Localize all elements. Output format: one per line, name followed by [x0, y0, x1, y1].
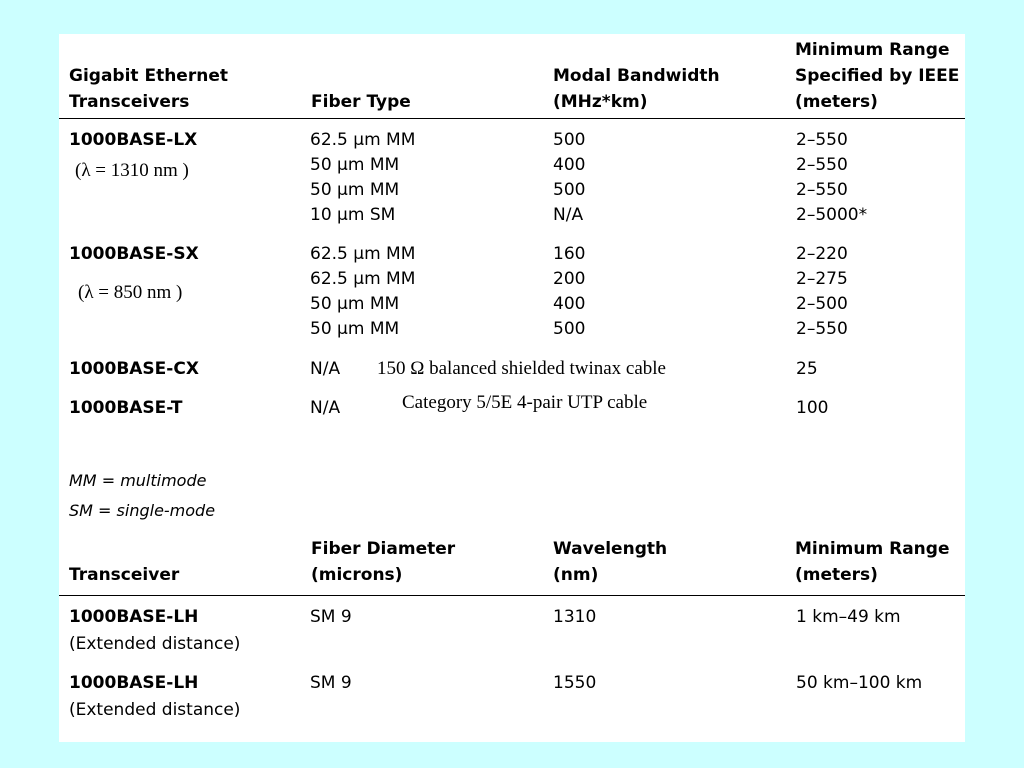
- t1-sx-name: 1000BASE-SX: [69, 244, 199, 264]
- t1-t-range: 100: [796, 398, 829, 418]
- t1-header-modal-bandwidth: [553, 63, 720, 115]
- fiber-cell: 62.5 µm MM: [310, 244, 416, 264]
- t1-header-line: (MHz*km): [553, 92, 648, 112]
- t2-header-wavelength: [553, 536, 667, 588]
- t1-header-line: Modal Bandwidth: [553, 66, 720, 86]
- t2-row-sub: (Extended distance): [69, 634, 241, 654]
- bandwidth-cell: 160: [553, 244, 586, 264]
- bandwidth-cell: 400: [553, 294, 586, 314]
- range-cell: 2–550: [796, 155, 848, 175]
- range-cell: 2–550: [796, 130, 848, 150]
- bandwidth-cell: 500: [553, 319, 586, 339]
- bandwidth-cell: N/A: [553, 205, 584, 225]
- t2-row-name: 1000BASE-LH: [69, 673, 199, 693]
- t2-row-sub: (Extended distance): [69, 700, 241, 720]
- t1-header-line: Specified by IEEE: [795, 66, 960, 86]
- legend-multimode: MM = multimode: [69, 471, 207, 490]
- fiber-cell: 62.5 µm MM: [310, 130, 416, 150]
- t2-header-line: (microns): [311, 565, 403, 585]
- bandwidth-cell: 500: [553, 180, 586, 200]
- t1-header-min-range: [795, 37, 959, 115]
- legend-single-mode: SM = single-mode: [69, 501, 216, 520]
- fiber-cell: 10 µm SM: [310, 205, 396, 225]
- bandwidth-cell: 400: [553, 155, 586, 175]
- fiber-cell: 50 µm MM: [310, 180, 400, 200]
- t1-header-line: Gigabit Ethernet: [69, 66, 228, 86]
- t1-sx-range-col: [796, 242, 848, 342]
- t2-row1-diameter: SM 9: [310, 607, 352, 627]
- t2-row2-range: 50 km–100 km: [796, 673, 923, 693]
- t2-row1-wavelength: 1310: [553, 607, 597, 627]
- range-cell: 2–275: [796, 269, 848, 289]
- range-cell: 2–550: [796, 319, 848, 339]
- t2-header-fiber-diameter: [311, 536, 455, 588]
- t1-header-transceivers: [69, 63, 228, 115]
- t2-header-line: (meters): [795, 565, 878, 585]
- t2-header-min-range: [795, 536, 950, 588]
- range-cell: 2–220: [796, 244, 848, 264]
- t2-row1-name-cell: [69, 604, 240, 658]
- bandwidth-cell: 500: [553, 130, 586, 150]
- t1-header-line: Minimum Range: [795, 40, 950, 60]
- t1-lx-name: 1000BASE-LX: [69, 130, 198, 150]
- range-cell: 2–500: [796, 294, 848, 314]
- t2-row-name: 1000BASE-LH: [69, 607, 199, 627]
- t1-sx-bandwidth-col: [553, 242, 585, 342]
- t1-cx-range: 25: [796, 359, 818, 379]
- t1-header-line: (meters): [795, 92, 878, 112]
- t1-header-line: Fiber Type: [311, 92, 411, 112]
- t1-sx-fiber-col: [310, 242, 415, 342]
- t1-sx-wavelength-note: (λ = 850 nm ): [78, 282, 183, 303]
- t1-lx-wavelength-note: (λ = 1310 nm ): [75, 160, 189, 181]
- t2-header-line: Minimum Range: [795, 539, 950, 559]
- t2-row1-range: 1 km–49 km: [796, 607, 901, 627]
- t2-header-line: Wavelength: [553, 539, 668, 559]
- t1-lx-range-col: [796, 128, 867, 228]
- t2-header-line: Fiber Diameter: [311, 539, 456, 559]
- fiber-cell: 50 µm MM: [310, 294, 400, 314]
- t1-header-rule: [59, 118, 965, 119]
- slide-panel: [59, 34, 965, 742]
- t1-t-name: 1000BASE-T: [69, 398, 183, 418]
- range-cell: 2–5000*: [796, 205, 868, 225]
- t1-cx-cable-note: 150 Ω balanced shielded twinax cable: [377, 358, 666, 379]
- t2-header-transceiver: [69, 562, 179, 588]
- t1-header-line: Transceivers: [69, 92, 190, 112]
- fiber-cell: 50 µm MM: [310, 155, 400, 175]
- fiber-cell: 62.5 µm MM: [310, 269, 416, 289]
- t1-cx-name: 1000BASE-CX: [69, 359, 199, 379]
- t1-cx-fiber: N/A: [310, 359, 341, 379]
- bandwidth-cell: 200: [553, 269, 586, 289]
- t2-row2-name-cell: [69, 670, 240, 724]
- fiber-cell: 50 µm MM: [310, 319, 400, 339]
- t2-row2-diameter: SM 9: [310, 673, 352, 693]
- t2-row2-wavelength: 1550: [553, 673, 597, 693]
- range-cell: 2–550: [796, 180, 848, 200]
- t1-header-fiber-type: [311, 89, 411, 115]
- t2-header-line: (nm): [553, 565, 599, 585]
- t1-t-cable-note: Category 5/5E 4-pair UTP cable: [402, 392, 648, 413]
- t2-header-line: Transceiver: [69, 565, 180, 585]
- t1-lx-bandwidth-col: [553, 128, 585, 228]
- t1-lx-fiber-col: [310, 128, 415, 228]
- t2-header-rule: [59, 595, 965, 596]
- t1-t-fiber: N/A: [310, 398, 341, 418]
